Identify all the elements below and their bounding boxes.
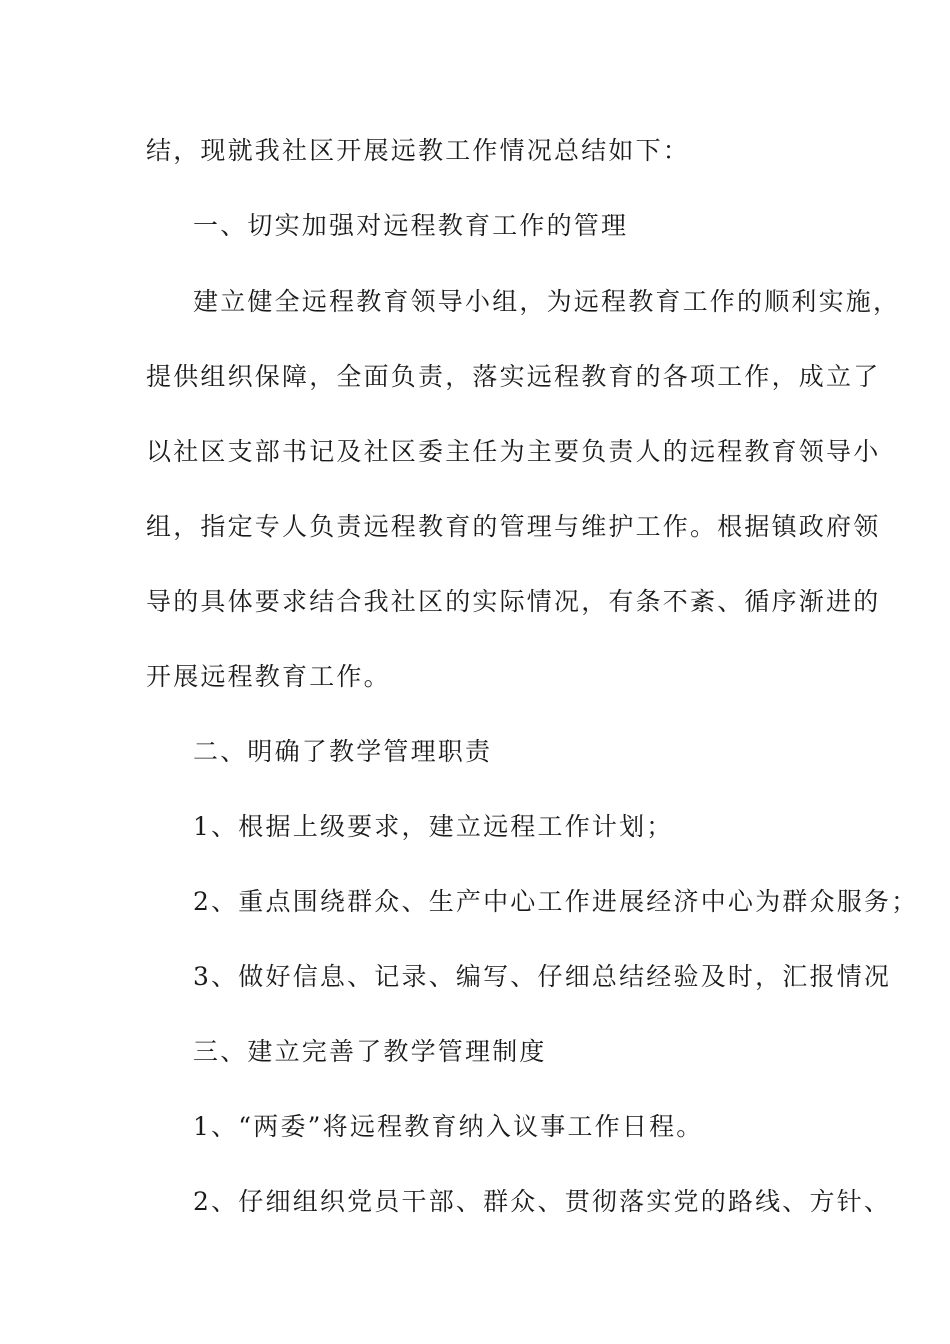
section-heading: 二、明确了教学管理职责 [193, 737, 493, 766]
section-heading: 三、建立完善了教学管理制度 [193, 1037, 547, 1066]
paragraph-line: 提供组织保障，全面负责，落实远程教育的各项工作，成立了 [146, 362, 881, 391]
paragraph-line: 开展远程教育工作。 [146, 662, 391, 691]
section-heading: 一、切实加强对远程教育工作的管理 [193, 211, 629, 240]
paragraph-line: 导的具体要求结合我社区的实际情况，有条不紊、循序渐进的 [146, 587, 881, 616]
paragraph-line: 结，现就我社区开展远教工作情况总结如下： [146, 136, 691, 165]
paragraph-line: 建立健全远程教育领导小组，为远程教育工作的顺利实施， [193, 287, 901, 316]
paragraph-line: 组，指定专人负责远程教育的管理与维护工作。根据镇政府领 [146, 512, 881, 541]
list-item: 2、仔细组织党员干部、群众、贯彻落实党的路线、方针、 [193, 1187, 892, 1216]
list-item: 1、“两委”将远程教育纳入议事工作日程。 [193, 1112, 704, 1141]
list-item: 3、做好信息、记录、编写、仔细总结经验及时，汇报情况 [193, 962, 892, 991]
paragraph-line: 以社区支部书记及社区委主任为主要负责人的远程教育领导小 [146, 437, 881, 466]
list-item: 1、根据上级要求，建立远程工作计划； [193, 812, 674, 841]
list-item: 2、重点围绕群众、生产中心工作进展经济中心为群众服务； [193, 887, 919, 916]
